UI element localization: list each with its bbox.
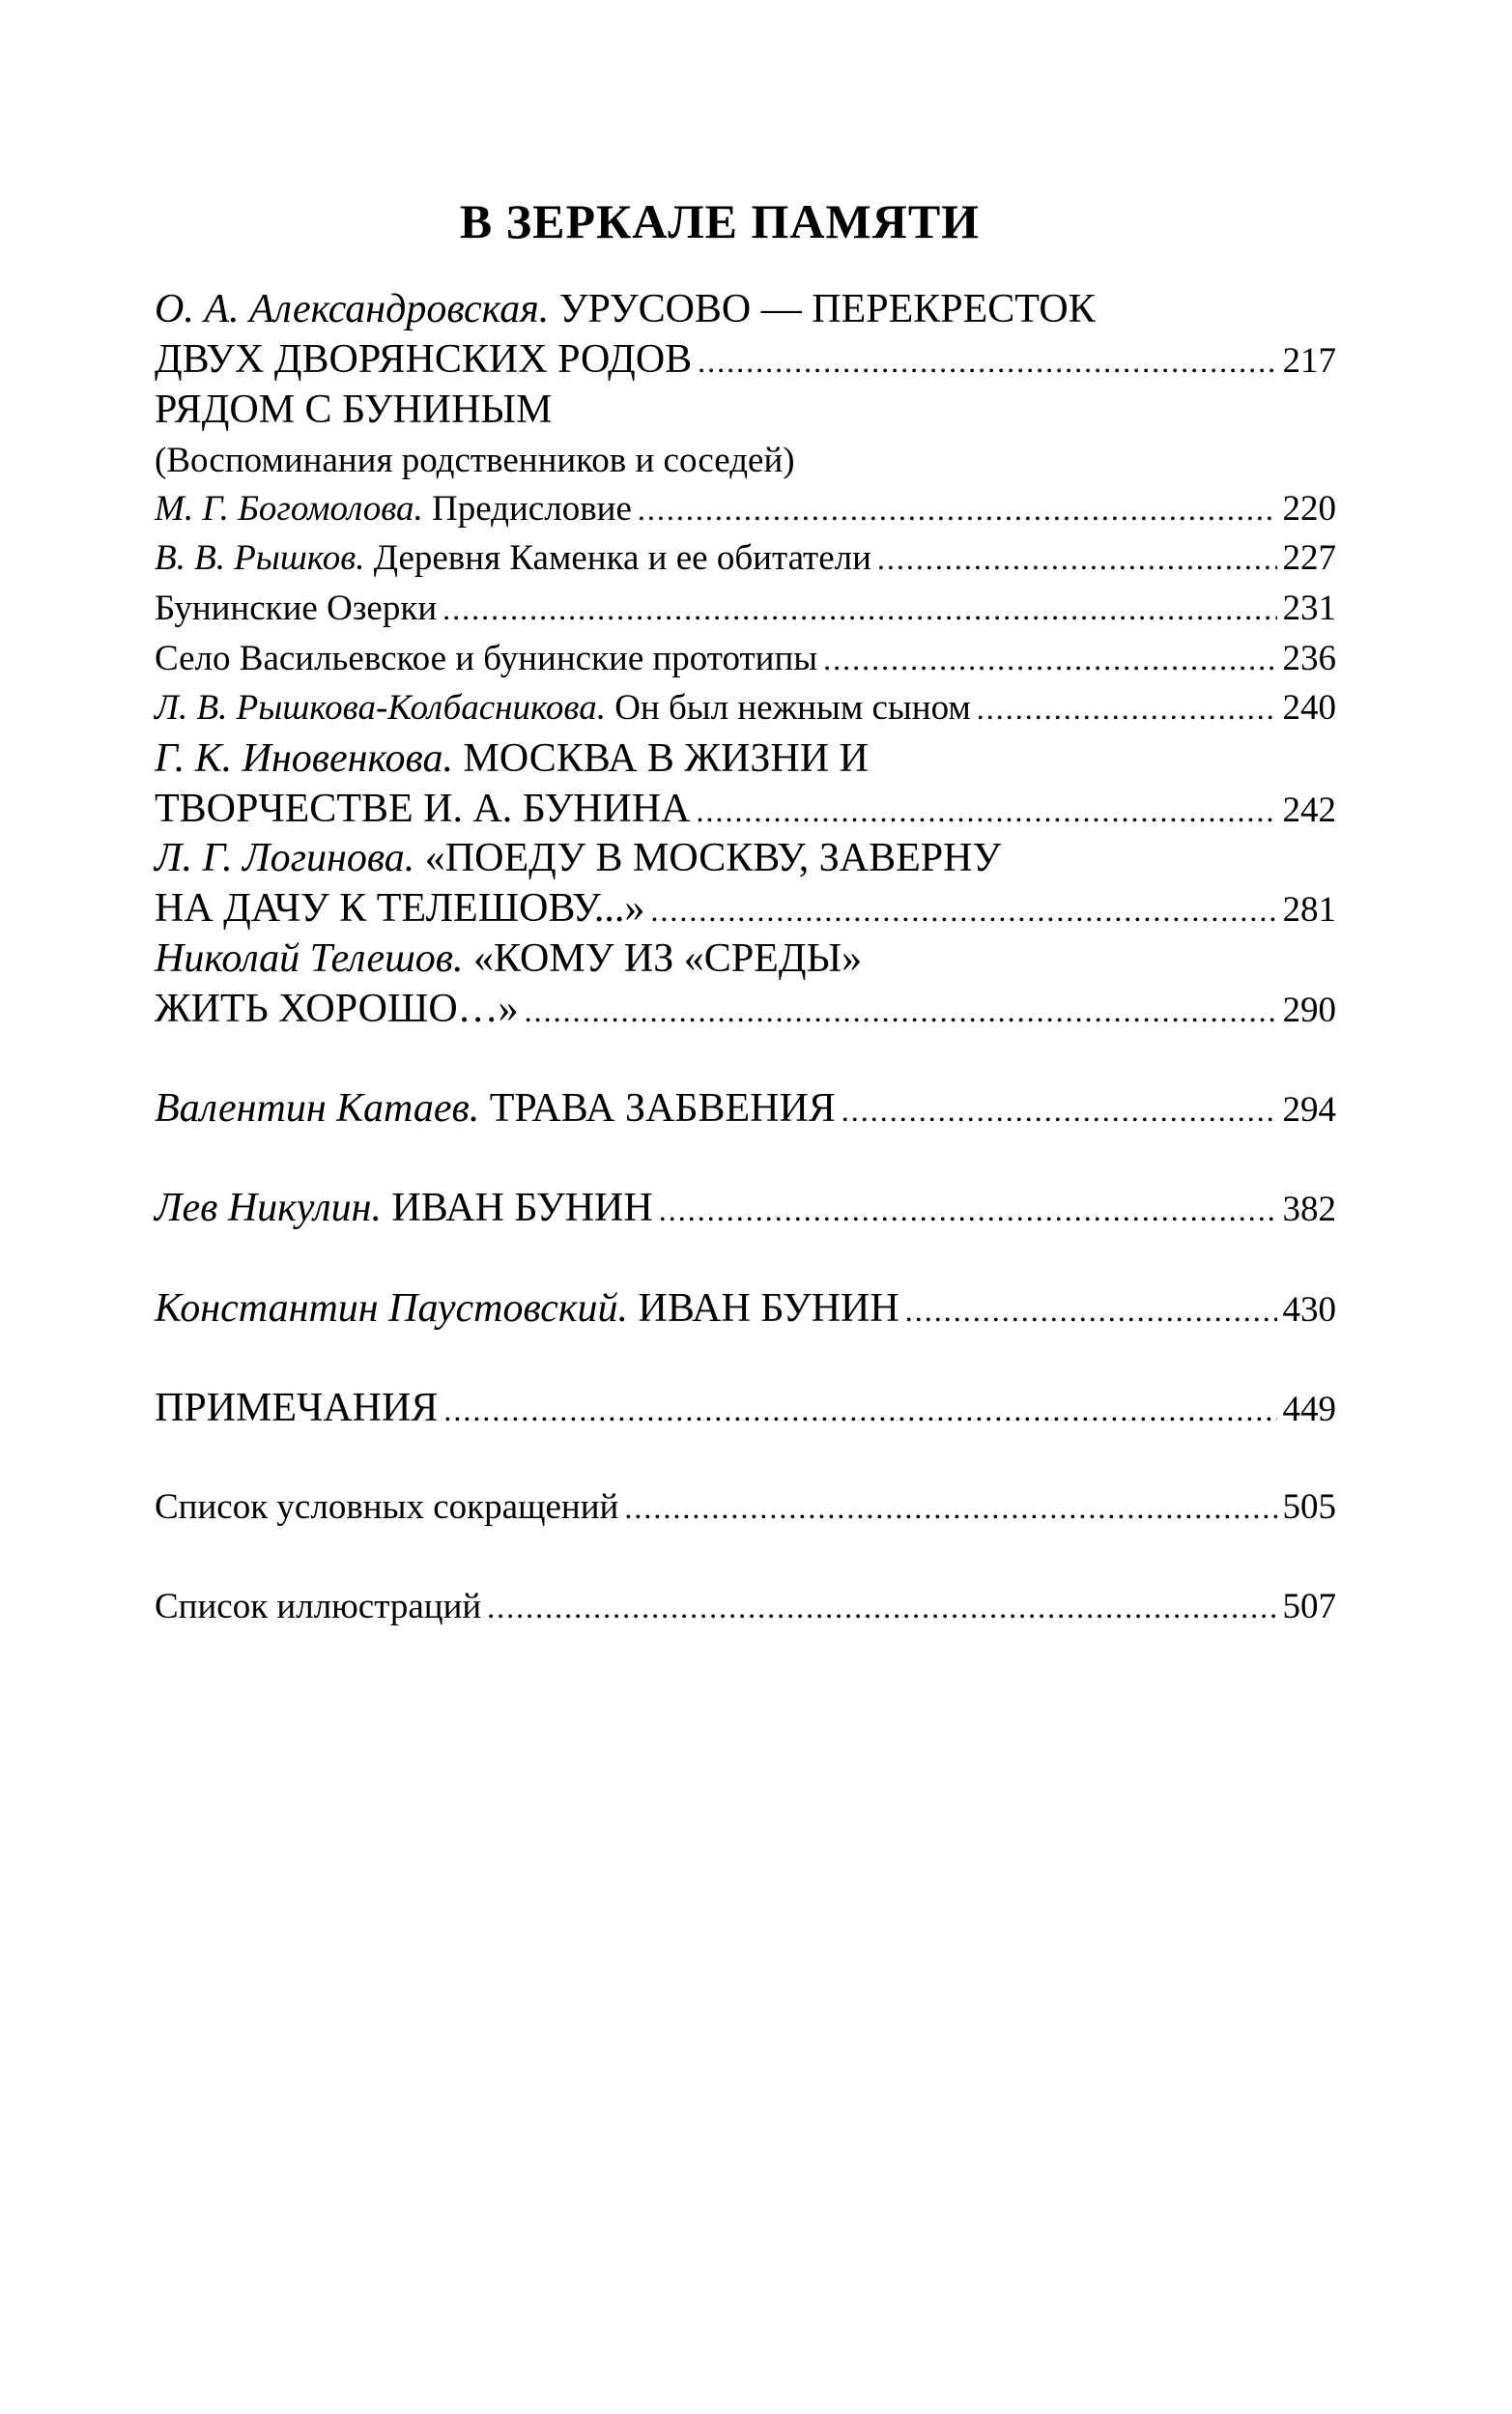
page-number: 242: [1282, 790, 1336, 830]
dot-leader: [624, 1483, 1276, 1532]
dot-leader: [698, 337, 1276, 386]
toc-entry-komu-cont: [155, 985, 1336, 1035]
toc-entry-poedu-cont: [155, 884, 1336, 934]
entry-title: Список условных сокращений: [155, 1487, 619, 1527]
entry-title: Он был нежным сыном: [614, 688, 971, 728]
entry-author: Лев Никулин.: [155, 1186, 382, 1230]
entry-title: ТВОРЧЕСТВЕ И. А. БУНИНА: [155, 787, 691, 831]
page-number: 231: [1282, 589, 1336, 628]
toc-entry-trava: [155, 1084, 1336, 1135]
toc-entry-urusovo-cont: [155, 335, 1336, 386]
dot-leader: [487, 1583, 1276, 1631]
dot-leader: [823, 635, 1276, 683]
page-number: 281: [1282, 890, 1336, 930]
entry-author: В. В. Рышков.: [155, 538, 365, 578]
page-number: 430: [1282, 1290, 1336, 1330]
page-number: 507: [1282, 1587, 1336, 1626]
entry-title: (Воспоминания родственников и соседей): [155, 441, 795, 480]
entry-author: Л. В. Рышкова-Колбасникова.: [155, 688, 606, 728]
dot-leader: [697, 787, 1277, 835]
entry-author: Г. К. Иновенкова.: [155, 736, 453, 781]
entry-title: ПРИМЕЧАНИЯ: [155, 1386, 439, 1430]
entry-title: ДВУХ ДВОРЯНСКИХ РОДОВ: [155, 337, 693, 382]
toc-subheading: [155, 437, 1336, 485]
page-number: 220: [1282, 489, 1336, 529]
toc-entry-nikulin: [155, 1184, 1336, 1234]
toc-entry-nezhnym-synom: [155, 684, 1336, 733]
page-number: 227: [1282, 538, 1336, 578]
entry-title: Деревня Каменка и ее обитатели: [373, 538, 871, 578]
entry-title: МОСКВА В ЖИЗНИ И: [463, 736, 869, 781]
entry-title: ИВАН БУНИН: [391, 1186, 653, 1230]
toc-heading-ryadom: [155, 386, 1336, 434]
entry-title: РЯДОМ С БУНИНЫМ: [155, 388, 553, 432]
toc-entry-poedu: [155, 834, 1336, 882]
toc-entry-kamenka: [155, 534, 1336, 583]
dot-leader: [443, 1386, 1276, 1434]
toc-entry-sokrashcheniya: [155, 1483, 1336, 1532]
toc-entry-paustovsky: [155, 1284, 1336, 1335]
dot-leader: [525, 987, 1277, 1035]
entry-author: М. Г. Богомолова.: [155, 489, 423, 529]
entry-author: Л. Г. Логинова.: [155, 836, 415, 880]
entry-author: О. А. Александровская.: [155, 287, 550, 331]
dot-leader: [650, 886, 1276, 934]
page-number: 217: [1282, 341, 1336, 381]
toc-entry-urusovo: [155, 285, 1336, 333]
toc-entry-ozerki: [155, 585, 1336, 633]
dot-leader: [638, 485, 1277, 533]
entry-title: Предисловие: [432, 489, 632, 529]
toc-entry-illyustratsii: [155, 1583, 1336, 1631]
toc-entry-primechaniya: [155, 1384, 1336, 1434]
entry-title: «ПОЕДУ В МОСКВУ, ЗАВЕРНУ: [424, 836, 1002, 880]
page-number: 505: [1282, 1487, 1336, 1527]
entry-title: Список иллюстраций: [155, 1587, 482, 1626]
entry-title: ЖИТЬ ХОРОШО…»: [155, 987, 519, 1031]
toc-entry-moskva-cont: [155, 785, 1336, 835]
dot-leader: [877, 534, 1277, 583]
entry-author: Константин Паустовский.: [155, 1286, 628, 1331]
page-number: 382: [1282, 1190, 1336, 1229]
toc-entry-moskva: [155, 734, 1336, 783]
dot-leader: [977, 684, 1277, 733]
dot-leader: [905, 1286, 1277, 1335]
entry-title: ИВАН БУНИН: [638, 1286, 899, 1331]
entry-title: НА ДАЧУ К ТЕЛЕШОВУ...»: [155, 886, 645, 931]
entry-title: Село Васильевское и бунинские прототипы: [155, 639, 818, 678]
page-number: 240: [1282, 688, 1336, 728]
dot-leader: [842, 1086, 1277, 1135]
page-number: 236: [1282, 639, 1336, 678]
entry-title: ТРАВА ЗАБВЕНИЯ: [489, 1086, 836, 1131]
page-number: 290: [1282, 991, 1336, 1030]
dot-leader: [442, 585, 1276, 633]
page-number: 294: [1282, 1090, 1336, 1130]
toc-entry-komu: [155, 934, 1336, 983]
entry-author: Валентин Катаев.: [155, 1086, 480, 1131]
toc-entry-predislovie: [155, 485, 1336, 533]
entry-title: УРУСОВО — ПЕРЕКРЕСТОК: [558, 287, 1096, 331]
entry-title: «КОМУ ИЗ «СРЕДЫ»: [473, 936, 863, 981]
section-title: В ЗЕРКАЛЕ ПАМЯТИ: [459, 194, 981, 248]
entry-title: Бунинские Озерки: [155, 589, 438, 628]
toc-entry-vasilevskoe: [155, 635, 1336, 683]
page-number: 449: [1282, 1390, 1336, 1429]
entry-author: Николай Телешов.: [155, 936, 464, 981]
dot-leader: [659, 1186, 1277, 1234]
